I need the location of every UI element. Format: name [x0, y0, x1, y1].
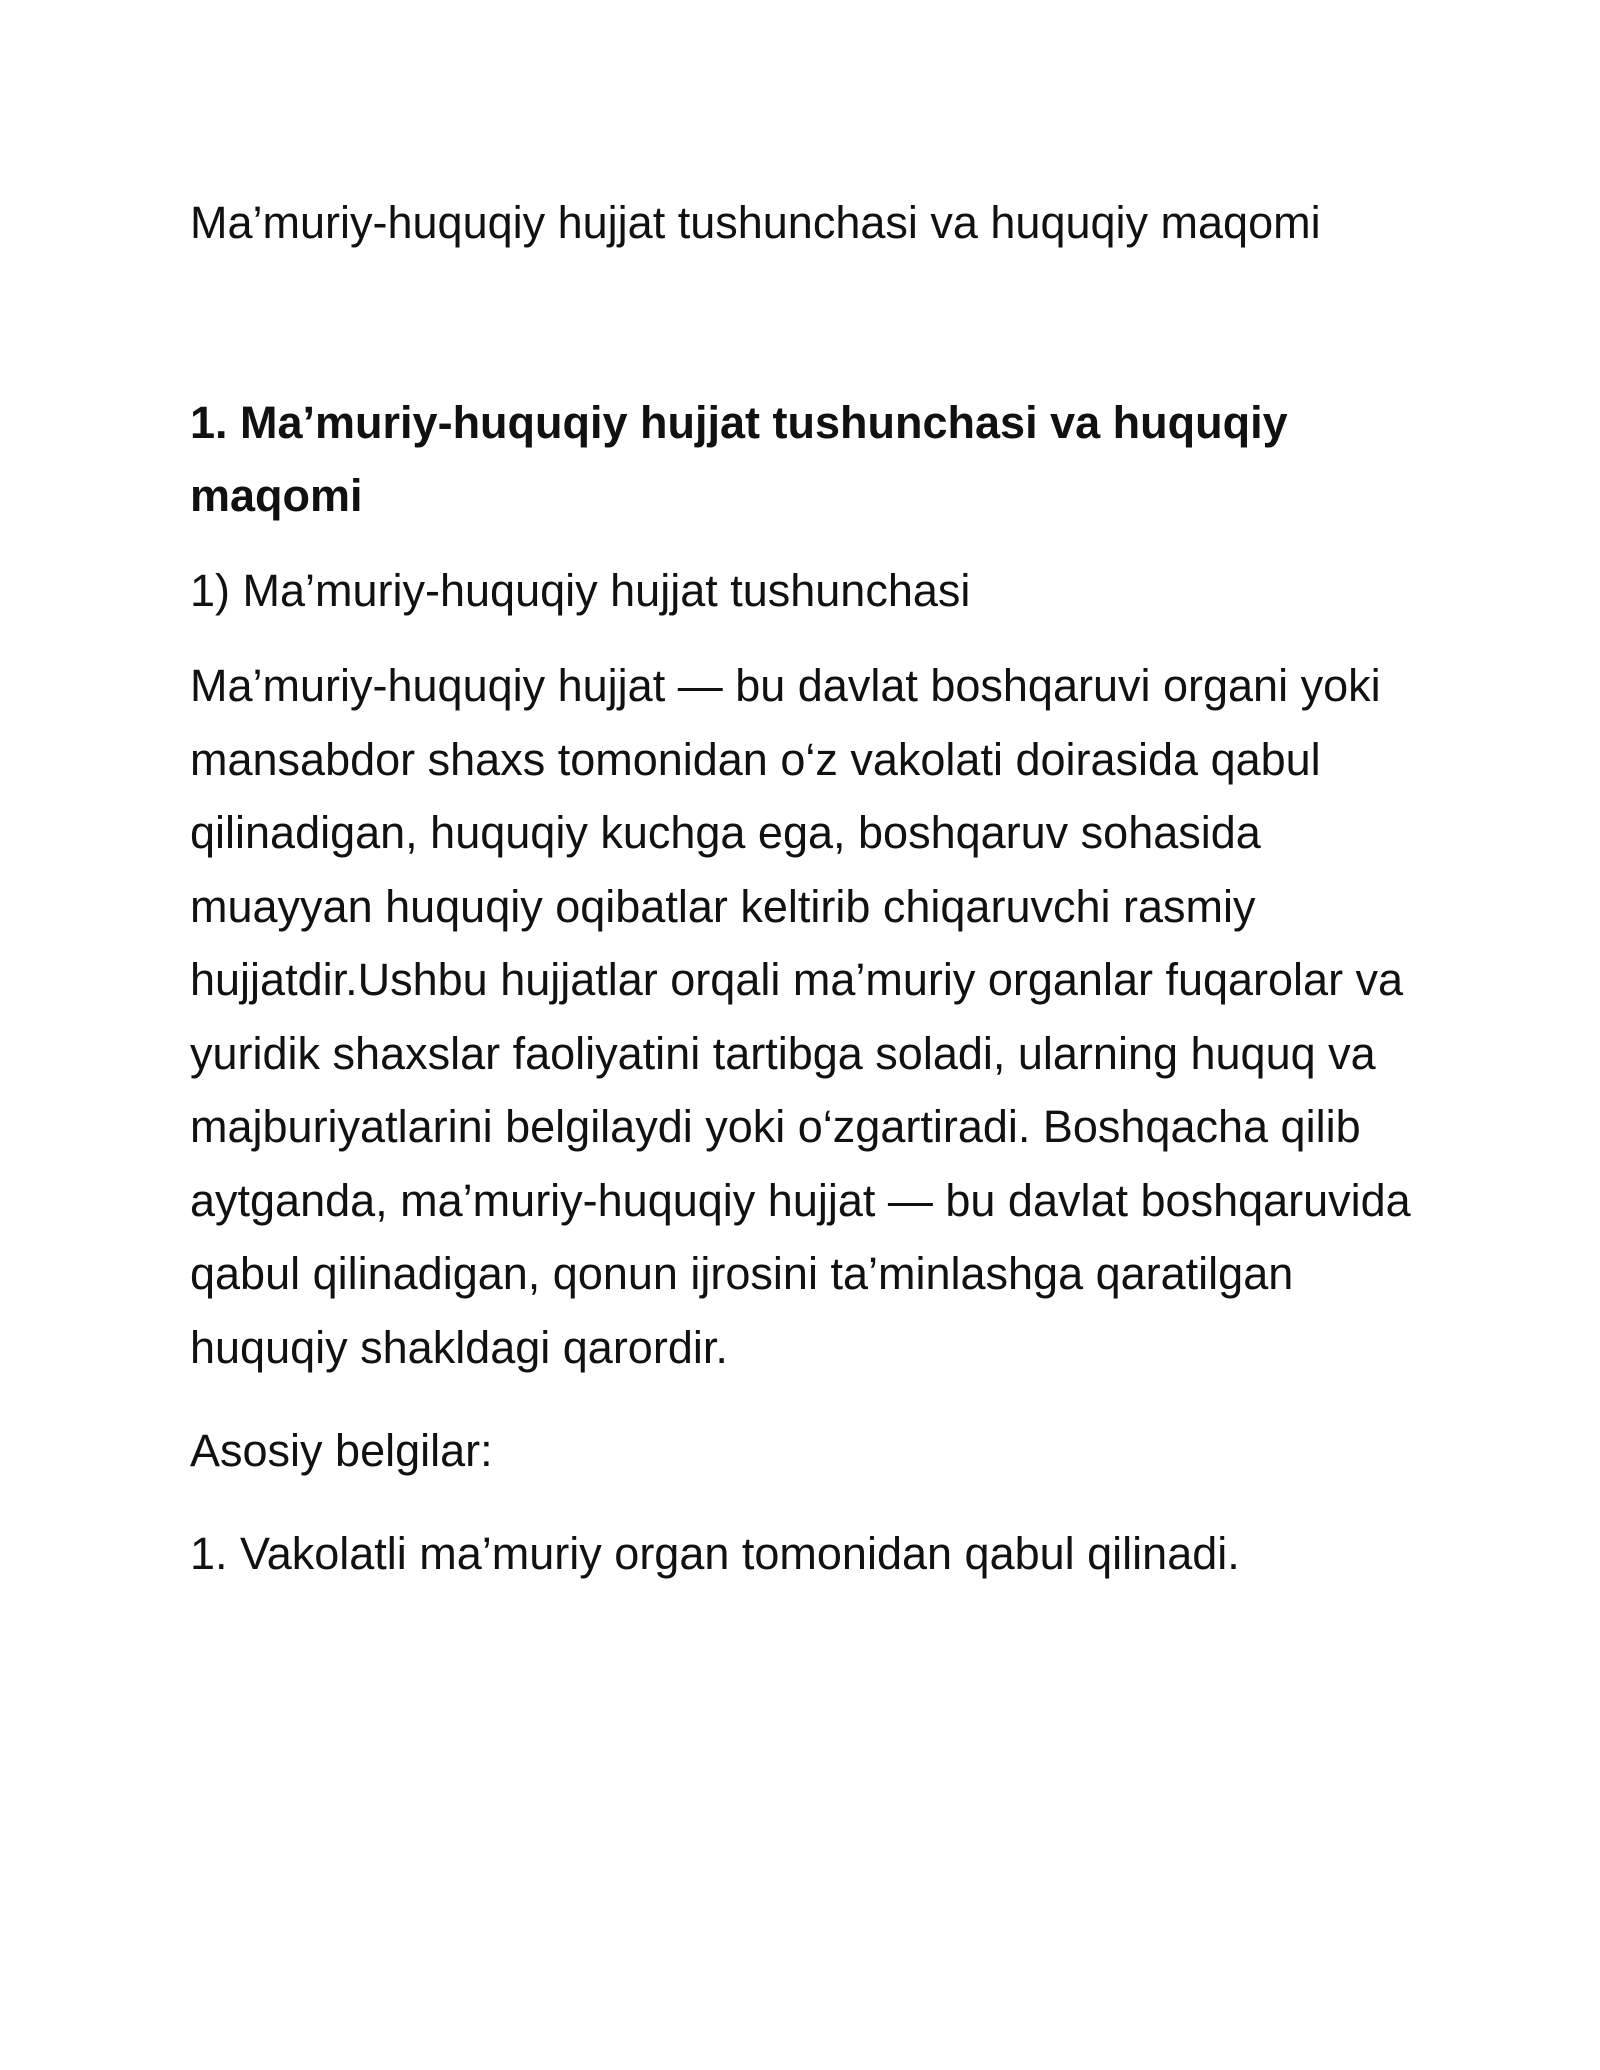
- subsection-heading: 1) Ma’muriy-huquqiy hujjat tushunchasi: [190, 565, 971, 616]
- list-item: 1. Vakolatli ma’muriy organ tomonidan qabul qilinadi.: [190, 1528, 1240, 1579]
- document-body: [190, 186, 1430, 1590]
- definition-paragraph: Ma’muriy-huquqiy hujjat — bu davlat boshqaruvi organi yoki mansabdor shaxs tomonidan o‘z vakolati doirasida qabul qilinadigan, huquqiy kuchga ega, boshqaruv sohasida muayyan huquqiy oqibatlar keltirib chiqaruvchi rasmiy hujjatdir.Ushbu hujjatlar orqali ma’muriy organlar fuqarolar va yuridik shaxslar faoliyatini tartibga soladi, ularning huquq va majburiyatlarini belgilaydi yoki o‘zgartiradi. Boshqacha qilib aytganda, ma’muriy-huquqiy hujjat — bu davlat boshqaruvida qabul qilinadigan, qonun ijrosini ta’minlashga qaratilgan huquqiy shakldagi qarordir.: [190, 660, 1411, 1373]
- features-label: Asosiy belgilar:: [190, 1425, 493, 1476]
- document-title: Ma’muriy-huquqiy hujjat tushunchasi va huquqiy maqomi: [190, 197, 1321, 248]
- section-heading: 1. Ma’muriy-huquqiy hujjat tushunchasi va huquqiy maqomi: [190, 397, 1288, 521]
